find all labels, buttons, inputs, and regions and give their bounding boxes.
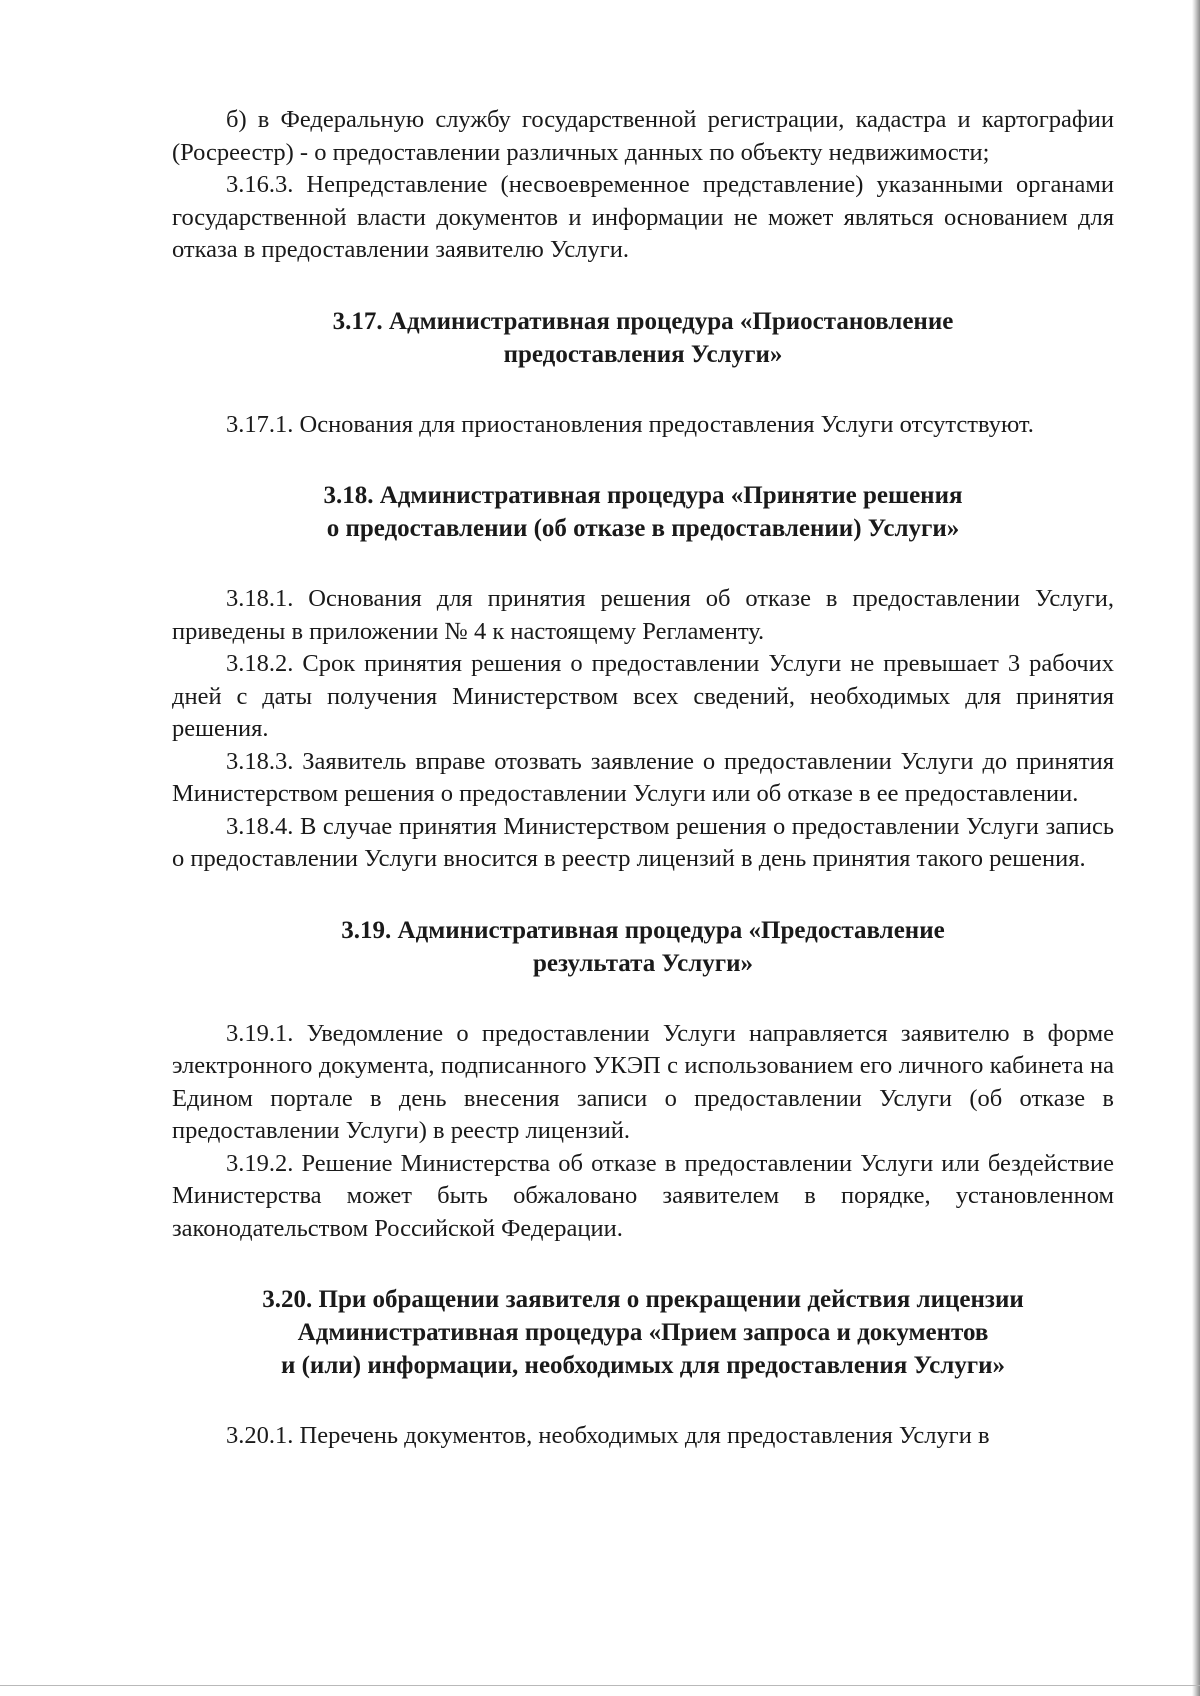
heading-3-17-line2: предоставления Услуги» (503, 340, 783, 368)
paragraph-3-16-3: 3.16.3. Непредставление (несвоевременное представление) указанными органами государственной власти документов и информации не может являться основанием для отказа в предоставлении заявителю Услуги. (172, 171, 1114, 263)
heading-3-20-line1: 3.20. При обращении заявителя о прекращении действия лицензии (262, 1286, 1024, 1313)
heading-3-19-line1: 3.19. Административная процедура «Предоставление (341, 916, 945, 944)
scan-right-edge-shadow (1192, 0, 1200, 1696)
spacer (172, 441, 1114, 479)
heading-3-20-line3: и (или) информации, необходимых для предоставления Услуги» (280, 1352, 1006, 1379)
heading-3-19 (172, 914, 1114, 980)
heading-3-20-line2: Административная процедура «Прием запроса и документов (297, 1319, 989, 1346)
heading-3-18 (172, 479, 1114, 545)
spacer (172, 1382, 1114, 1420)
heading-3-17 (172, 305, 1114, 371)
heading-3-17-line1: 3.17. Административная процедура «Приостановление (332, 307, 954, 335)
spacer (172, 876, 1114, 914)
paragraph-3-19-1: 3.19.1. Уведомление о предоставлении Услуги направляется заявителю в форме электронного документа, подписанного УКЭП с использованием его личного кабинета на Едином портале в день внесения записи о предоставлении Услуги (об отказе в предоставлении Услуги) в реестр лицензий. (172, 1019, 1114, 1144)
spacer (172, 980, 1114, 1018)
spacer (172, 1245, 1114, 1283)
spacer (172, 371, 1114, 409)
paragraph-3-18-1: 3.18.1. Основания для принятия решения об отказе в предоставлении Услуги, приведены в приложении № 4 к настоящему Регламенту. (172, 585, 1114, 645)
paragraph-3-18-3: 3.18.3. Заявитель вправе отозвать заявление о предоставлении Услуги до принятия Министерством решения о предоставлении Услуги или об отказе в ее предоставлении. (172, 747, 1114, 807)
paragraph-3-20-1: 3.20.1. Перечень документов, необходимых для предоставления Услуги в (226, 1422, 990, 1449)
heading-3-18-line2: о предоставлении (об отказе в предоставлении) Услуги» (326, 515, 960, 542)
paragraph-rosreestr: б) в Федеральную службу государственной регистрации, кадастра и картографии (Росреестр) - о предоставлении различных данных по объекту недвижимости; (172, 106, 1114, 166)
heading-3-18-line1: 3.18. Административная процедура «Принятие решения (323, 482, 963, 509)
spacer (172, 267, 1114, 305)
paragraph-3-18-2: 3.18.2. Срок принятия решения о предоставлении Услуги не превышает 3 рабочих дней с даты получения Министерством всех сведений, необходимых для принятия решения. (172, 650, 1114, 742)
paragraph-3-17-1: 3.17.1. Основания для приостановления предоставления Услуги отсутствуют. (226, 410, 1034, 438)
paragraph-3-19-2: 3.19.2. Решение Министерства об отказе в предоставлении Услуги или бездействие Министерства может быть обжаловано заявителем в порядке, установленном законодательством Российской Федерации. (172, 1149, 1114, 1242)
scan-bottom-edge-line (0, 1685, 1200, 1686)
spacer (172, 545, 1114, 583)
document-body (172, 104, 1114, 1453)
heading-3-20 (172, 1283, 1114, 1382)
heading-3-19-line2: результата Услуги» (533, 949, 753, 977)
paragraph-3-18-4: 3.18.4. В случае принятия Министерством решения о предоставлении Услуги запись о предоставлении Услуги вносится в реестр лицензий в день принятия такого решения. (172, 812, 1114, 872)
